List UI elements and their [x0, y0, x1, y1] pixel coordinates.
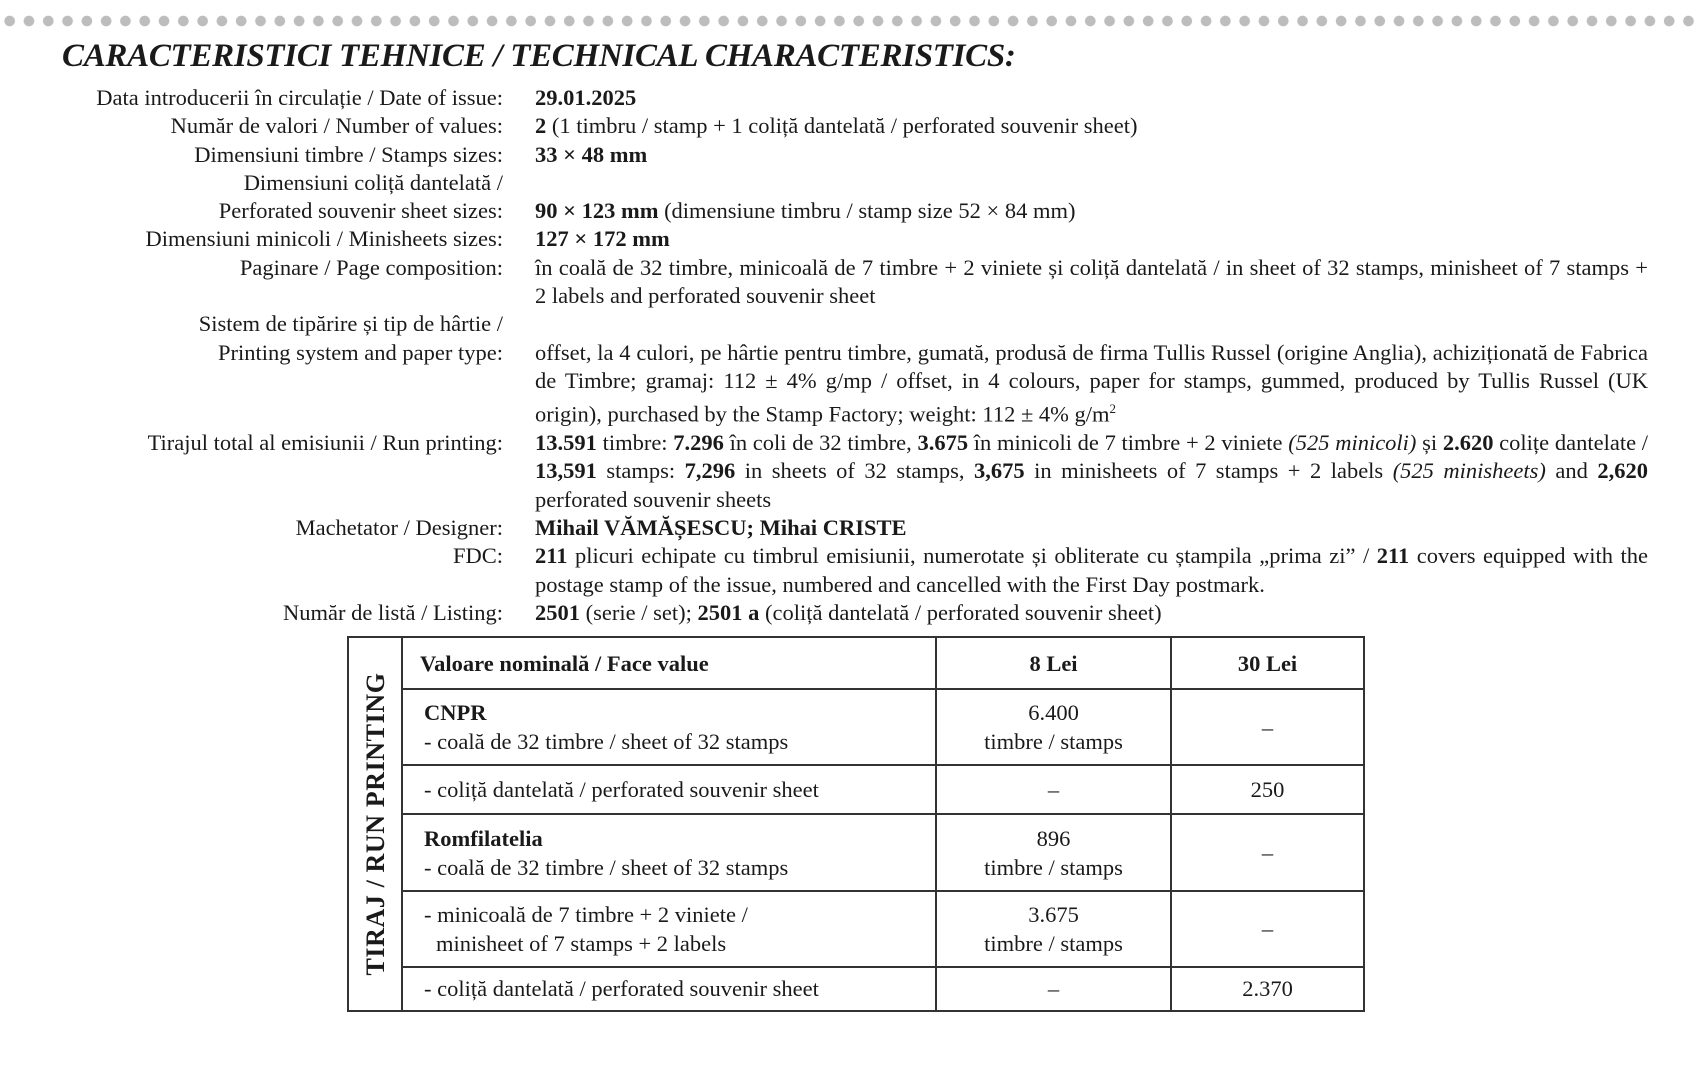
run-minisheets-en: 3,675 — [974, 458, 1025, 484]
spec-label: Data introducerii în circulație / Date of issue: — [96, 85, 503, 110]
table-header-row — [403, 638, 1363, 689]
fdc-text: plicuri echipate cu timbrul emisiunii, numerotate și obliterate cu ștampila „prima zi” / — [567, 543, 1377, 569]
run-text: and — [1545, 458, 1598, 484]
spec-value — [535, 542, 1648, 599]
spec-label: FDC: — [452, 543, 503, 569]
cell-value: – — [1171, 689, 1363, 765]
spec-value — [535, 429, 1648, 514]
table-side-label — [349, 638, 403, 1010]
spec-printing — [0, 310, 1702, 429]
row-label-line1: - minicoală de 7 timbre + 2 viniete / — [424, 901, 748, 927]
fdc-count-ro: 211 — [535, 543, 568, 569]
listing-sheet: 2501 a — [697, 599, 760, 625]
spec-date — [0, 84, 1702, 112]
run-text: și — [1416, 430, 1443, 456]
cell-unit: timbre / stamps — [984, 729, 1123, 755]
spec-value-bold: 90 × 123 mm — [535, 198, 659, 224]
spec-stamp-size — [0, 141, 1702, 169]
cell-value: 896 — [1036, 825, 1071, 851]
run-text: timbre: — [596, 430, 674, 456]
spec-label-line1: Sistem de tipărire și tip de hârtie / — [198, 311, 503, 337]
header-8-lei: 8 Lei — [936, 638, 1171, 689]
cell-unit: timbre / stamps — [984, 930, 1123, 956]
table-row — [403, 814, 1363, 890]
cell-value: 2.370 — [1171, 967, 1363, 1010]
row-label-line2: minisheet of 7 stamps + 2 labels — [436, 930, 727, 956]
run-souvenir-en: 2,620 — [1597, 458, 1648, 484]
listing-text: (serie / set); — [580, 599, 698, 625]
run-sheets-en: 7,296 — [684, 458, 736, 484]
spec-values — [0, 112, 1702, 140]
run-text: colițe dantelate / — [1493, 430, 1649, 456]
run-text: în coli de 32 timbre, — [723, 430, 918, 456]
cell-unit: timbre / stamps — [984, 854, 1123, 880]
spec-pagination — [0, 254, 1702, 311]
fdc-count-en: 211 — [1376, 543, 1410, 569]
table-row — [403, 891, 1363, 967]
spec-label: Paginare / Page composition: — [239, 254, 503, 280]
spec-label-line1: Dimensiuni coliță dantelată / — [243, 169, 503, 195]
cell-value: – — [1171, 891, 1363, 967]
run-sheets-ro: 7.296 — [673, 430, 724, 456]
spec-value: 127 × 172 mm — [535, 226, 670, 252]
spec-value: offset, la 4 culori, pe hârtie pentru timbre, gumată, produsă de firma Tullis Russel (origine Anglia), achiziționată de Fabrica de Timbre; gramaj: 112 ± 4% g/mp / offset, in 4 colours, paper for stamps, gummed, produced by Tullis Russel (UK origin), purchased by the Stamp Factory; weight: 112 ± 4% g/m — [535, 339, 1648, 427]
run-printing-table — [347, 636, 1365, 1012]
table-row — [403, 967, 1363, 1010]
superscript: 2 — [1109, 401, 1117, 417]
row-title: Romfilatelia — [424, 825, 543, 851]
run-minisheets-ro: 3.675 — [917, 430, 969, 456]
cell-value: 3.675 — [1028, 901, 1079, 927]
run-note-en: (525 minisheets) — [1392, 458, 1546, 484]
run-text: perforated souvenir sheets — [535, 486, 772, 512]
cell-value: – — [936, 967, 1171, 1010]
spec-label: Număr de valori / Number of values: — [170, 113, 503, 139]
spec-value: 29.01.2025 — [535, 85, 637, 110]
row-label: - coală de 32 timbre / sheet of 32 stamps — [424, 854, 789, 880]
spec-listing — [0, 599, 1702, 627]
run-text: în minicoli de 7 timbre + 2 viniete — [968, 430, 1289, 456]
cell-value: – — [936, 765, 1171, 814]
row-label: - coliță dantelată / perforated souvenir sheet — [403, 967, 936, 1010]
listing-set: 2501 — [535, 599, 580, 625]
table-row — [403, 689, 1363, 765]
header-30-lei: 30 Lei — [1171, 638, 1363, 689]
face-value-table — [403, 638, 1363, 1010]
dotted-divider — [0, 14, 1702, 28]
run-text: in minisheets of 7 stamps + 2 labels — [1024, 458, 1393, 484]
spec-label: Tirajul total al emisiunii / Run printing: — [147, 430, 503, 456]
listing-text: (coliță dantelată / perforated souvenir sheet) — [759, 599, 1162, 625]
spec-value: (dimensiune timbru / stamp size 52 × 84 mm) — [658, 198, 1076, 224]
run-total-en: 13,591 — [535, 458, 597, 484]
spec-label: Număr de listă / Listing: — [283, 599, 503, 625]
spec-label: Dimensiuni minicoli / Minisheets sizes: — [145, 226, 503, 252]
run-total-ro: 13.591 — [535, 430, 597, 456]
spec-sheet-size — [0, 169, 1702, 226]
spec-value: 33 × 48 mm — [535, 141, 648, 167]
spec-run — [0, 429, 1702, 514]
row-label: - coală de 32 timbre / sheet of 32 stamps — [424, 729, 789, 755]
spec-designer — [0, 514, 1702, 542]
spec-value — [535, 599, 1648, 627]
row-label: - coliță dantelată / perforated souvenir sheet — [403, 765, 936, 814]
specs-list — [0, 84, 1702, 627]
cell-value: 250 — [1171, 765, 1363, 814]
side-label-text: TIRAJ / RUN PRINTING — [361, 672, 390, 976]
spec-label: Machetator / Designer: — [295, 514, 503, 540]
row-title: CNPR — [424, 700, 487, 726]
run-note-ro: (525 minicoli) — [1288, 430, 1417, 456]
spec-label-line2: Perforated souvenir sheet sizes: — [218, 198, 503, 224]
spec-label-line2: Printing system and paper type: — [218, 339, 503, 365]
run-text: in sheets of 32 stamps, — [735, 458, 975, 484]
spec-label: Dimensiuni timbre / Stamps sizes: — [194, 141, 503, 167]
run-text: stamps: — [596, 458, 685, 484]
page-title: CARACTERISTICI TEHNICE / TECHNICAL CHARACTERISTICS: — [62, 38, 1016, 74]
table-row — [403, 765, 1363, 814]
spec-value: în coală de 32 timbre, minicoală de 7 timbre + 2 viniete și coliță dantelată / in sheet of 32 stamps, minisheet of 7 stamps + 2 labels and perforated souvenir sheet — [535, 254, 1648, 309]
cell-value: 6.400 — [1028, 700, 1079, 726]
spec-value-bold: 2 — [535, 113, 547, 139]
cell-value: – — [1171, 814, 1363, 890]
spec-fdc — [0, 542, 1702, 599]
run-souvenir-ro: 2.620 — [1442, 430, 1494, 456]
spec-minisheet-size — [0, 225, 1702, 253]
fdc-text: covers equipped with the postage stamp of the issue, numbered and cancelled with the First Day postmark. — [535, 543, 1649, 597]
header-face-value: Valoare nominală / Face value — [403, 638, 936, 689]
spec-value: Mihail VĂMĂȘESCU; Mihai CRISTE — [535, 514, 907, 540]
spec-value: (1 timbru / stamp + 1 coliță dantelată / perforated souvenir sheet) — [546, 113, 1138, 139]
